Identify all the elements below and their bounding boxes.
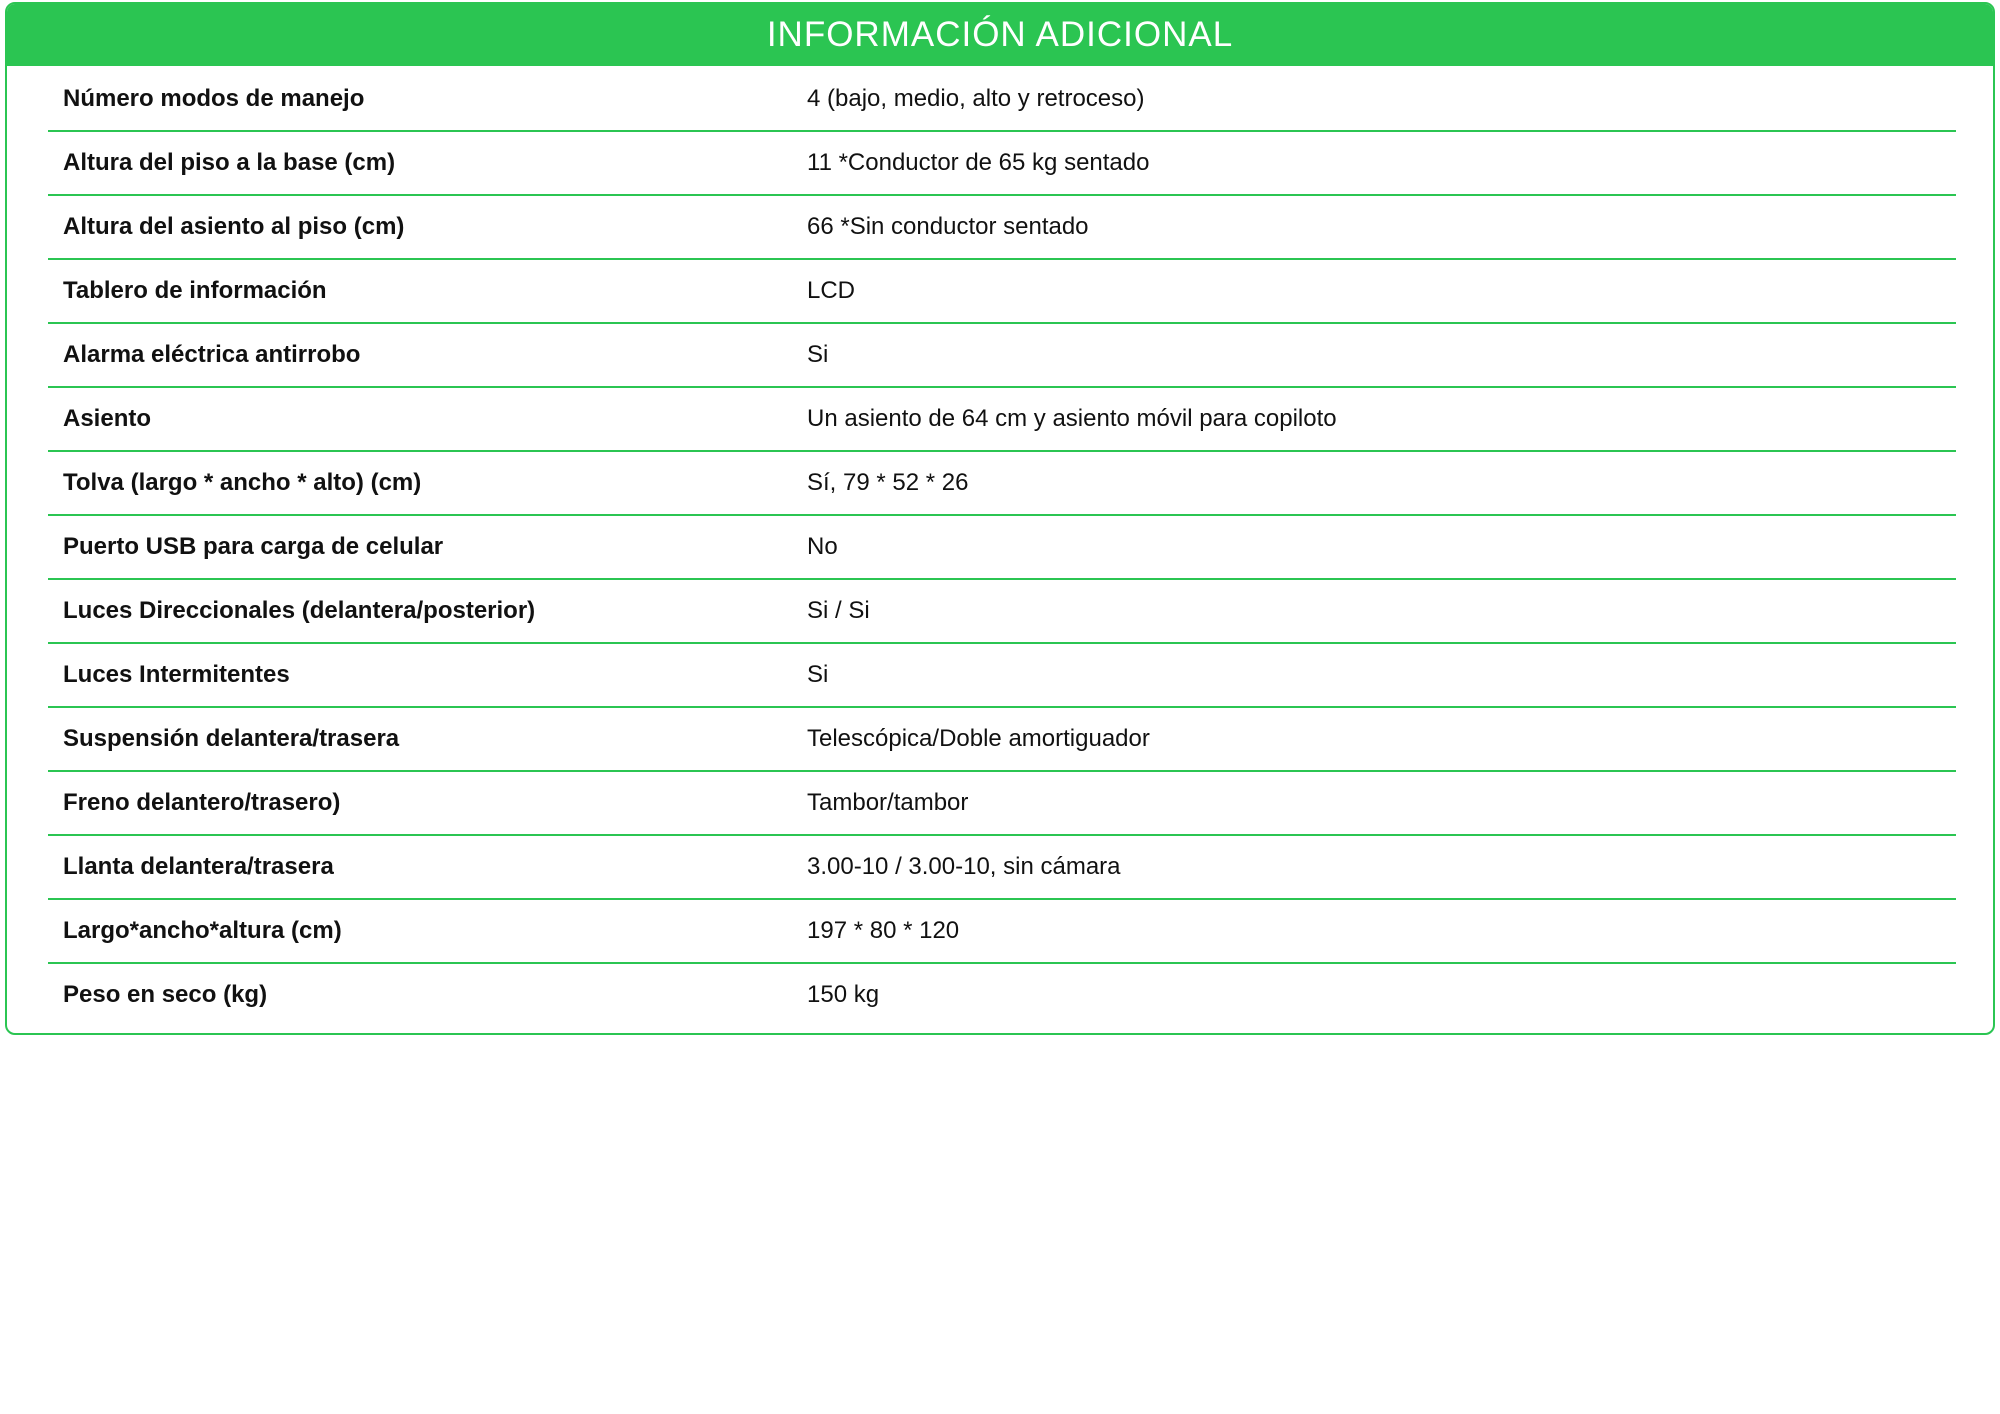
row-label: Tolva (largo * ancho * alto) (cm) — [63, 469, 422, 496]
table-row — [48, 324, 1956, 388]
row-value: No — [807, 533, 838, 560]
row-value: Si / Si — [807, 597, 870, 624]
table-row — [48, 836, 1956, 900]
row-label: Tablero de información — [63, 277, 327, 304]
row-label: Peso en seco (kg) — [63, 981, 268, 1008]
row-value: Telescópica/Doble amortiguador — [807, 725, 1150, 752]
row-value: 150 kg — [807, 981, 880, 1008]
row-label: Luces Intermitentes — [63, 661, 290, 688]
table-row — [48, 388, 1956, 452]
row-label: Asiento — [63, 405, 152, 432]
table-row — [48, 964, 1956, 1026]
card-header — [7, 4, 1993, 66]
table-row — [48, 196, 1956, 260]
row-label: Freno delantero/trasero) — [63, 789, 341, 816]
table-row — [48, 900, 1956, 964]
row-value: 11 *Conductor de 65 kg sentado — [807, 149, 1150, 176]
table-row — [48, 68, 1956, 132]
table-row — [48, 708, 1956, 772]
spec-table — [48, 68, 1956, 1026]
row-label: Número modos de manejo — [63, 85, 365, 112]
row-value: 66 *Sin conductor sentado — [807, 213, 1089, 240]
row-label: Luces Direccionales (delantera/posterior) — [63, 597, 536, 624]
table-row — [48, 644, 1956, 708]
row-label: Puerto USB para carga de celular — [63, 533, 444, 560]
row-value: 197 * 80 * 120 — [807, 917, 960, 944]
table-row — [48, 132, 1956, 196]
row-value: Un asiento de 64 cm y asiento móvil para copiloto — [807, 405, 1337, 432]
table-row — [48, 260, 1956, 324]
card-title: INFORMACIÓN ADICIONAL — [766, 15, 1234, 54]
table-row — [48, 580, 1956, 644]
additional-info-card — [5, 2, 1995, 1035]
row-value: 3.00-10 / 3.00-10, sin cámara — [807, 853, 1121, 880]
row-label: Llanta delantera/trasera — [63, 853, 334, 880]
table-row — [48, 452, 1956, 516]
row-label: Alarma eléctrica antirrobo — [63, 341, 361, 368]
row-value: Si — [807, 341, 829, 368]
row-value: Sí, 79 * 52 * 26 — [807, 469, 969, 496]
table-row — [48, 516, 1956, 580]
row-value: Si — [807, 661, 829, 688]
row-value: Tambor/tambor — [807, 789, 969, 816]
row-label: Largo*ancho*altura (cm) — [63, 917, 342, 944]
row-label: Altura del asiento al piso (cm) — [63, 213, 405, 240]
row-value: 4 (bajo, medio, alto y retroceso) — [807, 85, 1145, 112]
row-label: Suspensión delantera/trasera — [63, 725, 400, 752]
row-value: LCD — [807, 277, 856, 304]
table-row — [48, 772, 1956, 836]
row-label: Altura del piso a la base (cm) — [63, 149, 396, 176]
